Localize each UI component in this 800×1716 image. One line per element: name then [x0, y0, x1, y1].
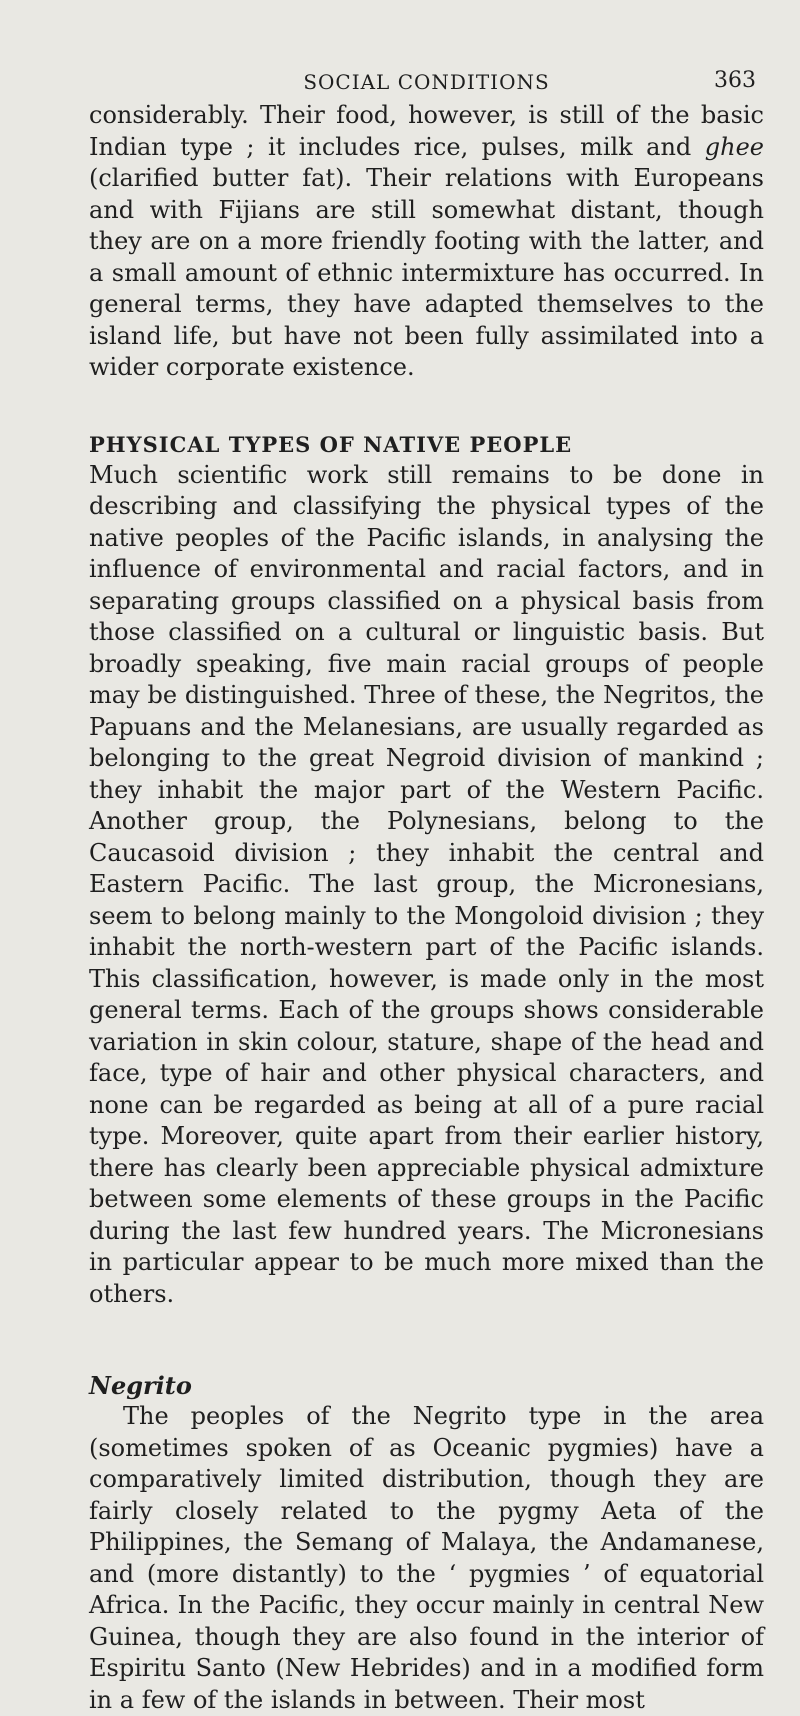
page-number: 363: [714, 68, 756, 93]
paragraph-1-text-a: considerably. Their food, however, is still of the basic Indian type ; it includes rice, pulses, milk and: [89, 101, 764, 161]
section-heading: PHYSICAL TYPES OF NATIVE PEOPLE: [89, 431, 573, 457]
negrito-subheading: Negrito: [89, 1371, 192, 1400]
page-body: [89, 100, 764, 1716]
running-head: [89, 70, 764, 98]
running-title: SOCIAL CONDITIONS: [303, 70, 550, 94]
physical-types-paragraph: Much scientific work still remains to be done in describing and classifying the physical types of the native peoples of the Pacific islands, in analysing the influence of environmental and racial factors, and in separating groups classified on a physical basis from those classified on a cultural or linguistic basis. But broadly speaking, five main racial groups of people may be distinguished. Three of these, the Negritos, the Papuans and the Melanesians, are usually regarded as belonging to the great Negroid division of mankind ; they inhabit the major part of the Western Pacific. Another group, the Polynesians, belong to the Caucasoid division ; they inhabit the central and Eastern Pacific. The last group, the Micronesians, seem to belong mainly to the Mongoloid division ; they inhabit the north-western part of the Pacific islands. This classification, however, is made only in the most general terms. Each of the groups shows considerable variation in skin colour, stature, shape of the head and face, type of hair and other physical characters, and none can be regarded as being at all of a pure racial type. Moreover, quite apart from their earlier history, there has clearly been appreciable physical admixture between some elements of these groups in the Pacific during the last few hundred years. The Micronesians in particular appear to be much more mixed than the others.: [89, 460, 764, 1308]
paragraph-1-text-b: (clarified butter fat). Their relations with Europeans and with Fijians are still somewhat distant, though they are on a more friendly footing with the latter, and a small amount of ethnic intermixture has occurred. In general terms, they have adapted themselves to the island life, but have not been fully assimilated into a wider corporate existence.: [89, 164, 764, 381]
negrito-paragraph: The peoples of the Negrito type in the area (sometimes spoken of as Oceanic pygmies) have a comparatively limited distribution, though they are fairly closely related to the pygmy Aeta of the Philippines, the Semang of Malaya, the Andamanese, and (more distantly) to the ‘ pygmies ’ of equatorial Africa. In the Pacific, they occur mainly in central New Guinea, though they are also found in the interior of Espiritu Santo (New Hebrides) and in a modified form in a few of the islands in between. Their most: [89, 1402, 764, 1714]
paragraph-continuation: [89, 100, 764, 384]
ghee-term: ghee: [704, 132, 764, 161]
